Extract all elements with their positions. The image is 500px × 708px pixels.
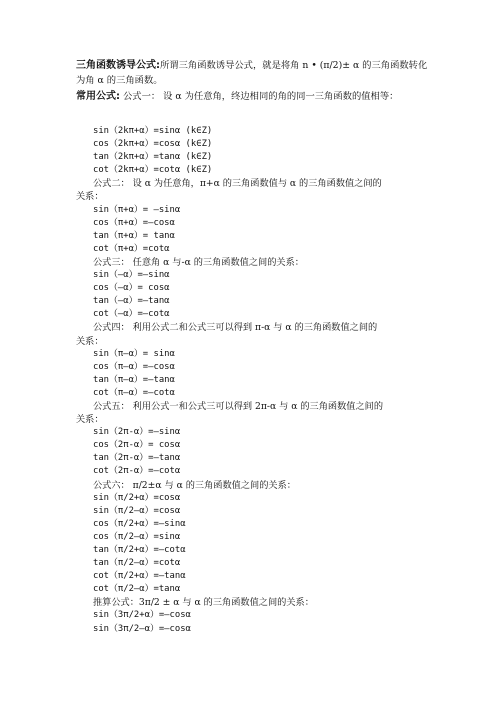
formula-line: tan（2kπ+α）=tanα (k∈Z)	[93, 152, 213, 163]
formula-line: cos（π—α）=—cosα	[93, 361, 175, 372]
formula-line: sin（2kπ+α）=sinα (k∈Z)	[93, 126, 213, 136]
formula-line: cot（2kπ+α）=cotα (k∈Z)	[93, 165, 213, 176]
formula-line: sin（π+α）= —sinα	[93, 204, 181, 215]
formula-line: cos（2kπ+α）=cosα (k∈Z)	[93, 139, 213, 150]
formula-line: tan（π+α）= tanα	[93, 230, 175, 241]
formula-line: tan（π—α）=—tanα	[93, 374, 175, 385]
intro-paragraph	[76, 58, 428, 88]
formula-5-description: 公式五： 利用公式一和公式三可以得到 2π-α 与 α 的三角函数值之间的	[93, 400, 384, 412]
formula-line: cot（—α）=—cotα	[93, 309, 170, 320]
formula-2-description: 公式二： 设 α 为任意角，π+α 的三角函数值与 α 的三角函数值之间的	[93, 178, 382, 190]
formula-line: sin（π/2—α）=cosα	[93, 505, 181, 516]
formula-line: cot（π—α）=—cotα	[93, 387, 175, 398]
formula-line: sin（3π/2—α）=—cosα	[93, 623, 191, 634]
formula-line: tan（π/2—α）=cotα	[93, 558, 181, 569]
formula-line: sin（—α）=—sinα	[93, 270, 170, 281]
formula-6-description: 公式六： π/2±α 与 α 的三角函数值之间的关系：	[93, 479, 296, 491]
formula-4-continuation: 关系：	[76, 335, 104, 347]
formula-3-description: 公式三： 任意角 α 与-α 的三角函数值之间的关系：	[93, 256, 304, 268]
intro-text-line-2: 为角 α 的三角函数。	[76, 75, 163, 86]
formula-line: cos（2π-α）= cosα	[93, 440, 181, 451]
formula-line: tan（π/2+α）=—cotα	[93, 545, 186, 555]
formula-5-continuation: 关系：	[76, 414, 104, 426]
formula-line: tan（2π-α）=—tanα	[93, 453, 181, 464]
formula-line: cot（π+α）=cotα	[93, 243, 170, 254]
common-label: 常用公式:	[76, 91, 120, 102]
intro-line-2	[76, 73, 428, 88]
formula-line: cos（π/2+α）=—sinα	[93, 518, 186, 529]
formula-line: cos（π+α）=—cosα	[93, 217, 175, 228]
common-formula-heading	[76, 89, 436, 104]
formula-line: cot（π/2—α）=tanα	[93, 584, 181, 595]
intro-label: 三角函数诱导公式:	[76, 60, 160, 71]
intro-text-line-1: 所谓三角函数诱导公式，就是将角 n • (π/2)± α 的三角函数转化	[160, 60, 428, 71]
common-text: 公式一： 设 α 为任意角，终边相同的角的同一三角函数的值相等：	[122, 91, 399, 102]
formula-line: cos（π/2—α）=sinα	[93, 531, 181, 542]
intro-line-1	[76, 58, 428, 73]
formula-content	[76, 125, 428, 636]
formula-line: tan（—α）=—tanα	[93, 296, 170, 307]
formula-line: cos（—α）= cosα	[93, 283, 170, 294]
formula-line: cot（2π-α）=—cotα	[93, 466, 181, 477]
formula-4-description: 公式四： 利用公式二和公式三可以得到 π-α 与 α 的三角函数值之间的	[93, 322, 378, 334]
formula-line: sin（3π/2+α）=—cosα	[93, 610, 191, 621]
formula-line: sin（π/2+α）=cosα	[93, 492, 181, 503]
formula-line: sin（2π-α）=—sinα	[93, 427, 181, 438]
formula-2-continuation: 关系：	[76, 191, 104, 203]
formula-line: cot（π/2+α）=—tanα	[93, 571, 186, 582]
derived-formula-description: 推算公式：3π/2 ± α 与 α 的三角函数值之间的关系：	[93, 597, 314, 609]
formula-line: sin（π—α）= sinα	[93, 348, 175, 359]
